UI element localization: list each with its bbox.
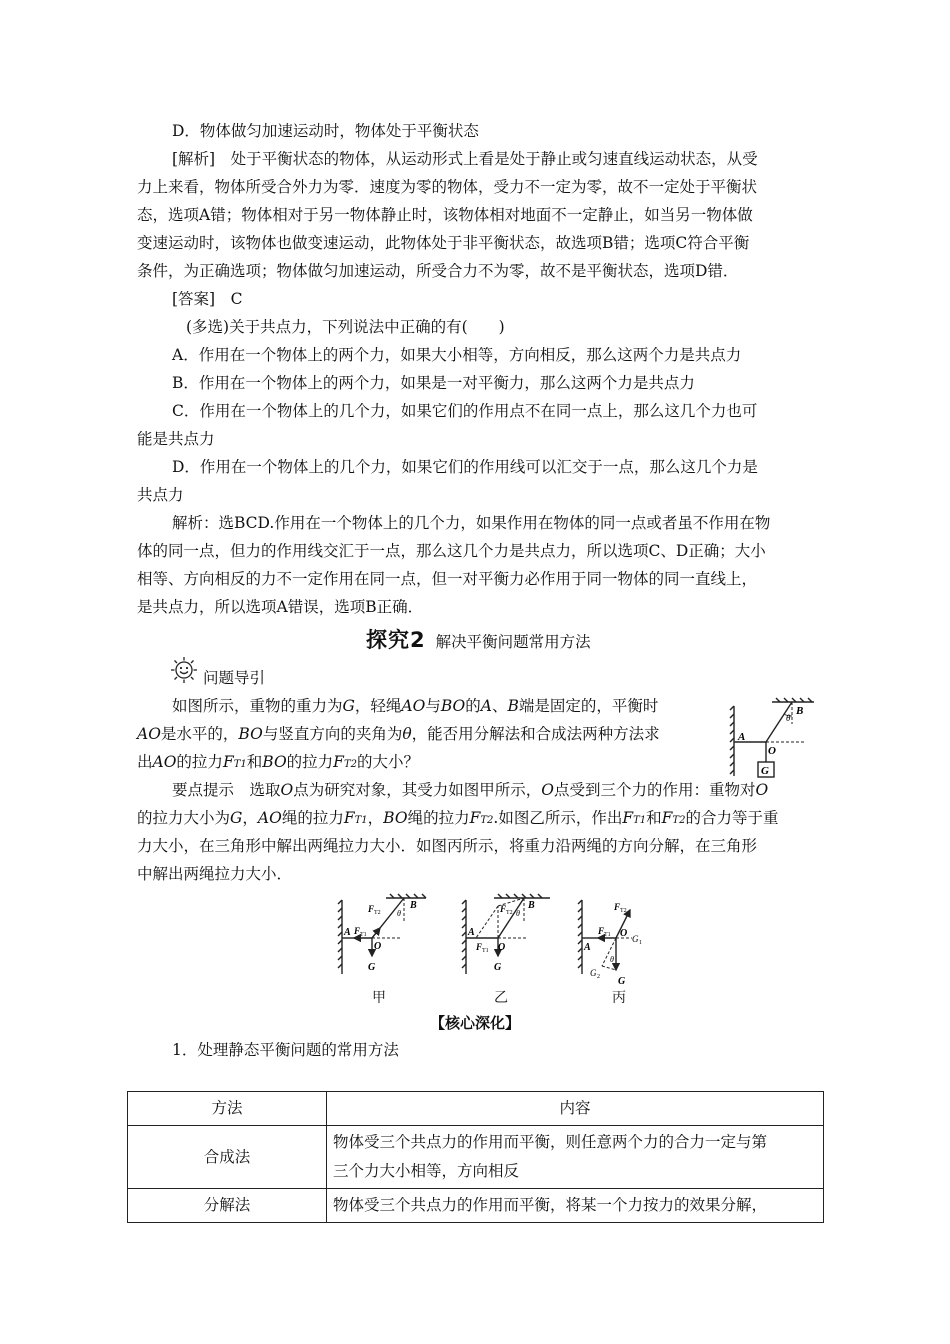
- solution-line: 解析：选BCD.作用在一个物体上的几个力，如果作用在物体的同一点或者虽不作用在物: [172, 514, 771, 532]
- answer-line: [答案] C: [172, 290, 243, 308]
- svg-text:F: F: [368, 904, 375, 914]
- svg-text:A: A: [344, 927, 351, 938]
- caption-yi: 乙: [494, 990, 508, 1006]
- svg-text:T2: T2: [506, 910, 513, 916]
- svg-text:B: B: [796, 705, 804, 717]
- question-stem: (多选)关于共点力，下列说法中正确的有( ): [186, 318, 505, 336]
- tips-line-1: 要点提示 选取O点为研究对象，其受力如图甲所示，O点受到三个力的作用：重物对O: [172, 781, 769, 799]
- content-cell: 物体受三个共点力的作用而平衡，则任意两个力的合力一定与第 三个力大小相等，方向相反: [327, 1126, 824, 1189]
- svg-text:θ: θ: [610, 955, 614, 964]
- svg-text:F: F: [500, 904, 507, 914]
- svg-text:G: G: [368, 962, 376, 973]
- solution-line: 相等、方向相反的力不一定作用在同一点，但一对平衡力必作用于同一物体的同一直线上，: [137, 570, 758, 588]
- content-cell: 物体受三个共点力的作用而平衡，将某一个力按力的效果分解，: [327, 1189, 824, 1223]
- caption-jia: 甲: [372, 990, 386, 1006]
- svg-text:O: O: [620, 928, 628, 939]
- svg-text:θ: θ: [397, 909, 401, 918]
- option-c-cont: 能是共点力: [137, 430, 215, 448]
- svg-text:G: G: [632, 934, 639, 944]
- svg-text:2: 2: [597, 974, 600, 980]
- solution-line: 体的同一点，但力的作用线交汇于一点，那么这几个力是共点力，所以选项C、D正确；大小: [137, 542, 766, 560]
- svg-text:B: B: [528, 900, 535, 911]
- svg-text:T1: T1: [604, 932, 611, 938]
- option-a: A．作用在一个物体上的两个力，如果大小相等，方向相反，那么这两个力是共点力: [172, 346, 742, 364]
- svg-text:G: G: [590, 968, 597, 978]
- svg-text:T2: T2: [620, 908, 627, 914]
- smiley-sun-icon: [170, 656, 198, 684]
- svg-text:G: G: [618, 976, 626, 987]
- option-c: C．作用在一个物体上的几个力，如果它们的作用点不在同一点上，那么这几个力也可: [172, 402, 758, 420]
- svg-text:G: G: [494, 962, 502, 973]
- svg-text:F: F: [476, 942, 483, 952]
- analysis-line: 力上来看，物体所受合外力为零．速度为零的物体，受力不一定为零，故不一定处于平衡状: [137, 178, 758, 196]
- svg-text:O: O: [374, 941, 382, 952]
- analysis-line: [解析] 处于平衡状态的物体，从运动形式上看是处于静止或匀速直线运动状态，从受: [172, 150, 758, 168]
- guide-line-3: 出AO的拉力FT1和BO的拉力FT2的大小？: [137, 753, 419, 771]
- section-title: 解决平衡问题常用方法: [435, 633, 591, 651]
- table-header-row: [128, 1092, 824, 1126]
- tips-line-2: 的拉力大小为G，AO绳的拉力FT1，BO绳的拉力FT2.如图乙所示，作出FT1和FT2的合力等于重: [137, 809, 779, 827]
- analysis-line: 态，选项A错；物体相对于另一物体静止时，该物体相对地面不一定静止，如当另一物体做: [137, 206, 753, 224]
- core-item-1: 1．处理静态平衡问题的常用方法: [172, 1041, 399, 1059]
- analysis-line: 条件，为正确选项；物体做匀加速运动，所受合力不为零，故不是平衡状态，选项D错．: [137, 262, 739, 280]
- method-cell: 分解法: [128, 1189, 327, 1223]
- svg-text:T1: T1: [482, 948, 489, 954]
- svg-text:1: 1: [639, 940, 642, 946]
- guide-line-2: AO是水平的，BO与竖直方向的夹角为θ，能否用分解法和合成法两种方法求: [137, 725, 660, 743]
- solution-line: 是共点力，所以选项A错误，选项B正确．: [137, 598, 424, 616]
- table-row: [128, 1126, 824, 1189]
- svg-text:F: F: [598, 926, 605, 936]
- section-number: 探究2: [366, 628, 426, 652]
- analysis-line: 变速运动时，该物体也做变速运动，此物体处于非平衡状态，故选项B错；选项C符合平衡: [137, 234, 750, 252]
- guide-label: 问题导引: [203, 669, 266, 687]
- svg-text:θ: θ: [786, 713, 791, 723]
- svg-text:T1: T1: [360, 932, 367, 938]
- svg-text:G: G: [761, 765, 769, 777]
- guide-line-1: 如图所示，重物的重力为G，轻绳AO与BO的A、B端是固定的，平衡时: [172, 697, 659, 715]
- header-content: 内容: [327, 1092, 824, 1126]
- rope-weight-diagram: [724, 694, 816, 784]
- svg-text:F: F: [354, 926, 361, 936]
- svg-text:F: F: [614, 902, 621, 912]
- caption-bing: 丙: [612, 990, 626, 1006]
- svg-text:A: A: [738, 731, 746, 743]
- option-d-cont: 共点力: [137, 486, 184, 504]
- option-d-text: D．物体做匀加速运动时，物体处于平衡状态: [172, 122, 479, 140]
- option-b: B．作用在一个物体上的两个力，如果是一对平衡力，那么这两个力是共点力: [172, 374, 695, 392]
- section-heading: [366, 624, 591, 654]
- core-heading: 【核心深化】: [429, 1014, 520, 1032]
- tips-line-3: 力大小，在三角形中解出两绳拉力大小．如图丙所示，将重力沿两绳的方向分解，在三角形: [137, 837, 758, 855]
- svg-text:O: O: [768, 745, 776, 757]
- methods-table: [127, 1091, 824, 1223]
- svg-text:O: O: [498, 942, 506, 953]
- svg-text:A: A: [584, 942, 591, 953]
- header-method: 方法: [128, 1092, 327, 1126]
- method-cell: 合成法: [128, 1126, 327, 1189]
- svg-text:B: B: [410, 900, 417, 911]
- svg-text:A: A: [468, 927, 475, 938]
- tips-line-4: 中解出两绳拉力大小．: [137, 865, 293, 883]
- svg-text:θ: θ: [516, 909, 520, 918]
- option-d: D．作用在一个物体上的几个力，如果它们的作用线可以汇交于一点，那么这几个力是: [172, 458, 758, 476]
- table-row: [128, 1189, 824, 1223]
- svg-text:T2: T2: [374, 910, 381, 916]
